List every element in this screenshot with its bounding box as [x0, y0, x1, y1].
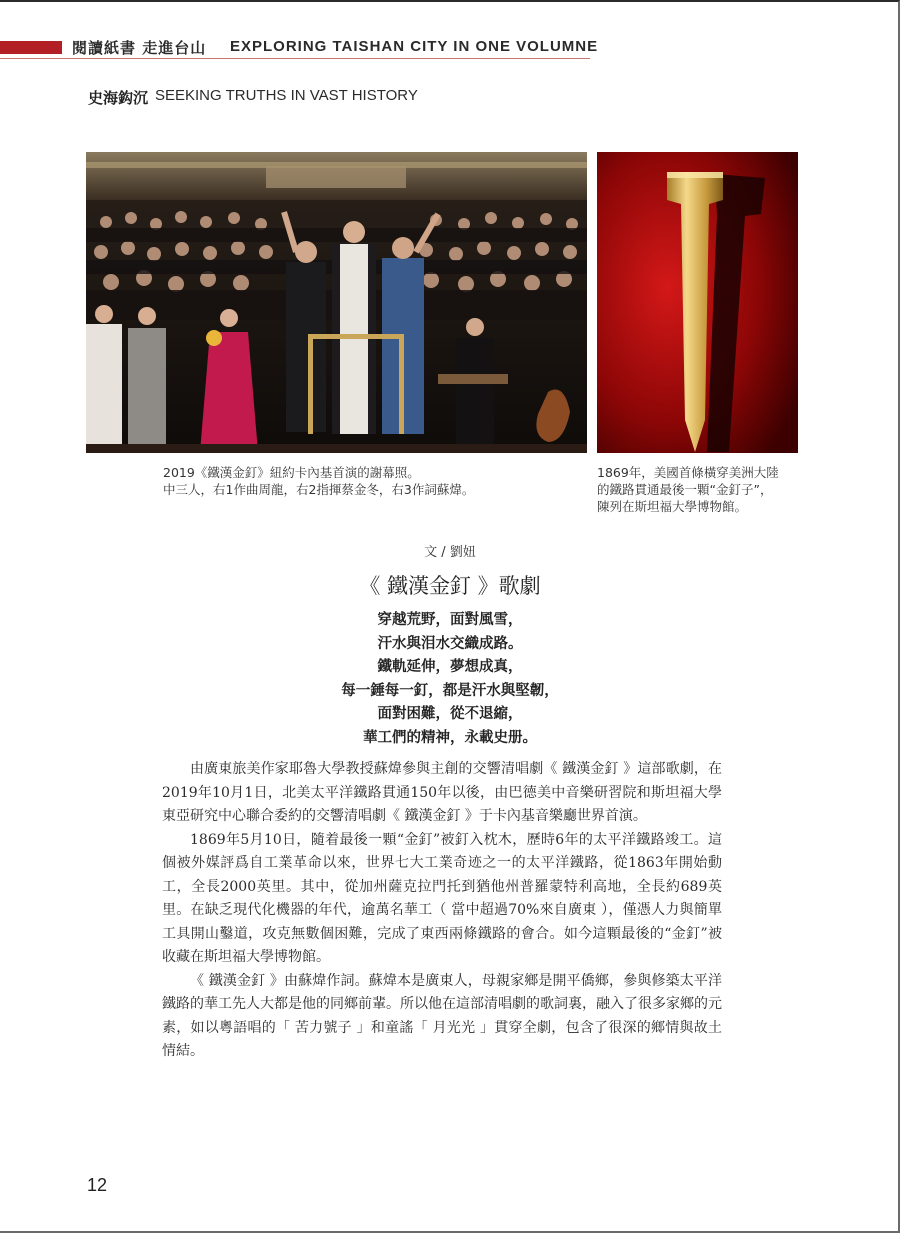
header-title-cn: 閱讀紙書 走進台山 — [72, 39, 207, 57]
article-byline: 文 / 劉妞 — [424, 545, 476, 560]
page-number: 12 — [87, 1175, 108, 1195]
caption-line: 1869年，美國首條橫穿美洲大陸 — [597, 465, 779, 480]
concert-curtain-call-photo — [86, 152, 587, 453]
section-title-en: SEEKING TRUTHS IN VAST HISTORY — [155, 87, 418, 104]
poem-line: 面對困難，從不退縮， — [377, 706, 523, 722]
caption-line: 2019《鐵漢金釘》紐約卡內基首演的謝幕照。 — [163, 465, 420, 480]
body-paragraph: 《 鐵漢金釘 》由蘇煒作詞。蘇煒本是廣東人，母親家鄉是開平僑鄉，參與修築太平洋鐵路的華工先人大都是他的同鄉前輩。所以他在這部清唱劇的歌詞裏，融入了很多家鄉的元素，如以粵語唱的「 苦力號子 」和童謠「 月光光 」貫穿全劇，包含了很深的鄉情與故土情結。 — [162, 972, 722, 1059]
header-title-en: EXPLORING TAISHAN CITY IN ONE VOLUMNE — [230, 38, 599, 55]
poem-line: 每一錘每一釘，都是汗水與堅韌， — [341, 682, 559, 699]
poem-line: 鐵軌延伸，夢想成真， — [377, 659, 523, 675]
concert-photo-caption — [163, 464, 583, 498]
article-poem — [0, 609, 900, 750]
article-body — [162, 758, 722, 1064]
header-accent-bar — [0, 41, 62, 54]
caption-line: 中三人，右1作曲周龍，右2指揮蔡金冬，右3作詞蘇煒。 — [163, 482, 475, 497]
article-title: 《 鐵漢金釘 》歌劇 — [359, 574, 541, 598]
body-paragraph: 由廣東旅美作家耶魯大學教授蘇煒參與主創的交響清唱劇《 鐵漢金釘 》這部歌劇，在2019年10月1日，北美太平洋鐵路貫通150年以後，由巴德美中音樂研習院和斯坦福大學東亞研究中心聯合委約的交響清唱劇《 鐵漢金釘 》于卡內基音樂廳世界首演。 — [162, 761, 722, 824]
poem-line: 華工們的精神，永載史册。 — [363, 729, 537, 746]
poem-line: 汗水與泪水交織成路。 — [377, 635, 523, 652]
caption-line: 的鐵路貫通最後一顆“金釘子”， — [597, 482, 773, 497]
caption-line: 陳列在斯坦福大學博物館。 — [597, 499, 748, 514]
body-paragraph: 1869年5月10日，隨着最後一顆“金釘”被釘入枕木，歷時6年的太平洋鐵路竣工。這個被外媒評爲自工業革命以來，世界七大工業奇迹之一的太平洋鐵路，從1863年開始動工，全長2000英里。其中，從加州薩克拉門托到猶他州普羅蒙特利高地，全長約689英里。在缺乏現代化機器的年代，逾萬名華工（ 當中超過70%來自廣東 ），僅憑人力與簡單工具開山鑿道，攻克無數個困難，完成了東西兩條鐵路的會合。如今這顆最後的“金釘”被收藏在斯坦福大學博物館。 — [162, 831, 722, 965]
section-title-cn: 史海鈎沉 — [88, 89, 149, 107]
header-divider — [0, 58, 590, 59]
spike-photo-caption — [597, 464, 817, 515]
poem-line: 穿越荒野，面對風雪， — [377, 612, 523, 628]
golden-spike-photo — [597, 152, 798, 453]
